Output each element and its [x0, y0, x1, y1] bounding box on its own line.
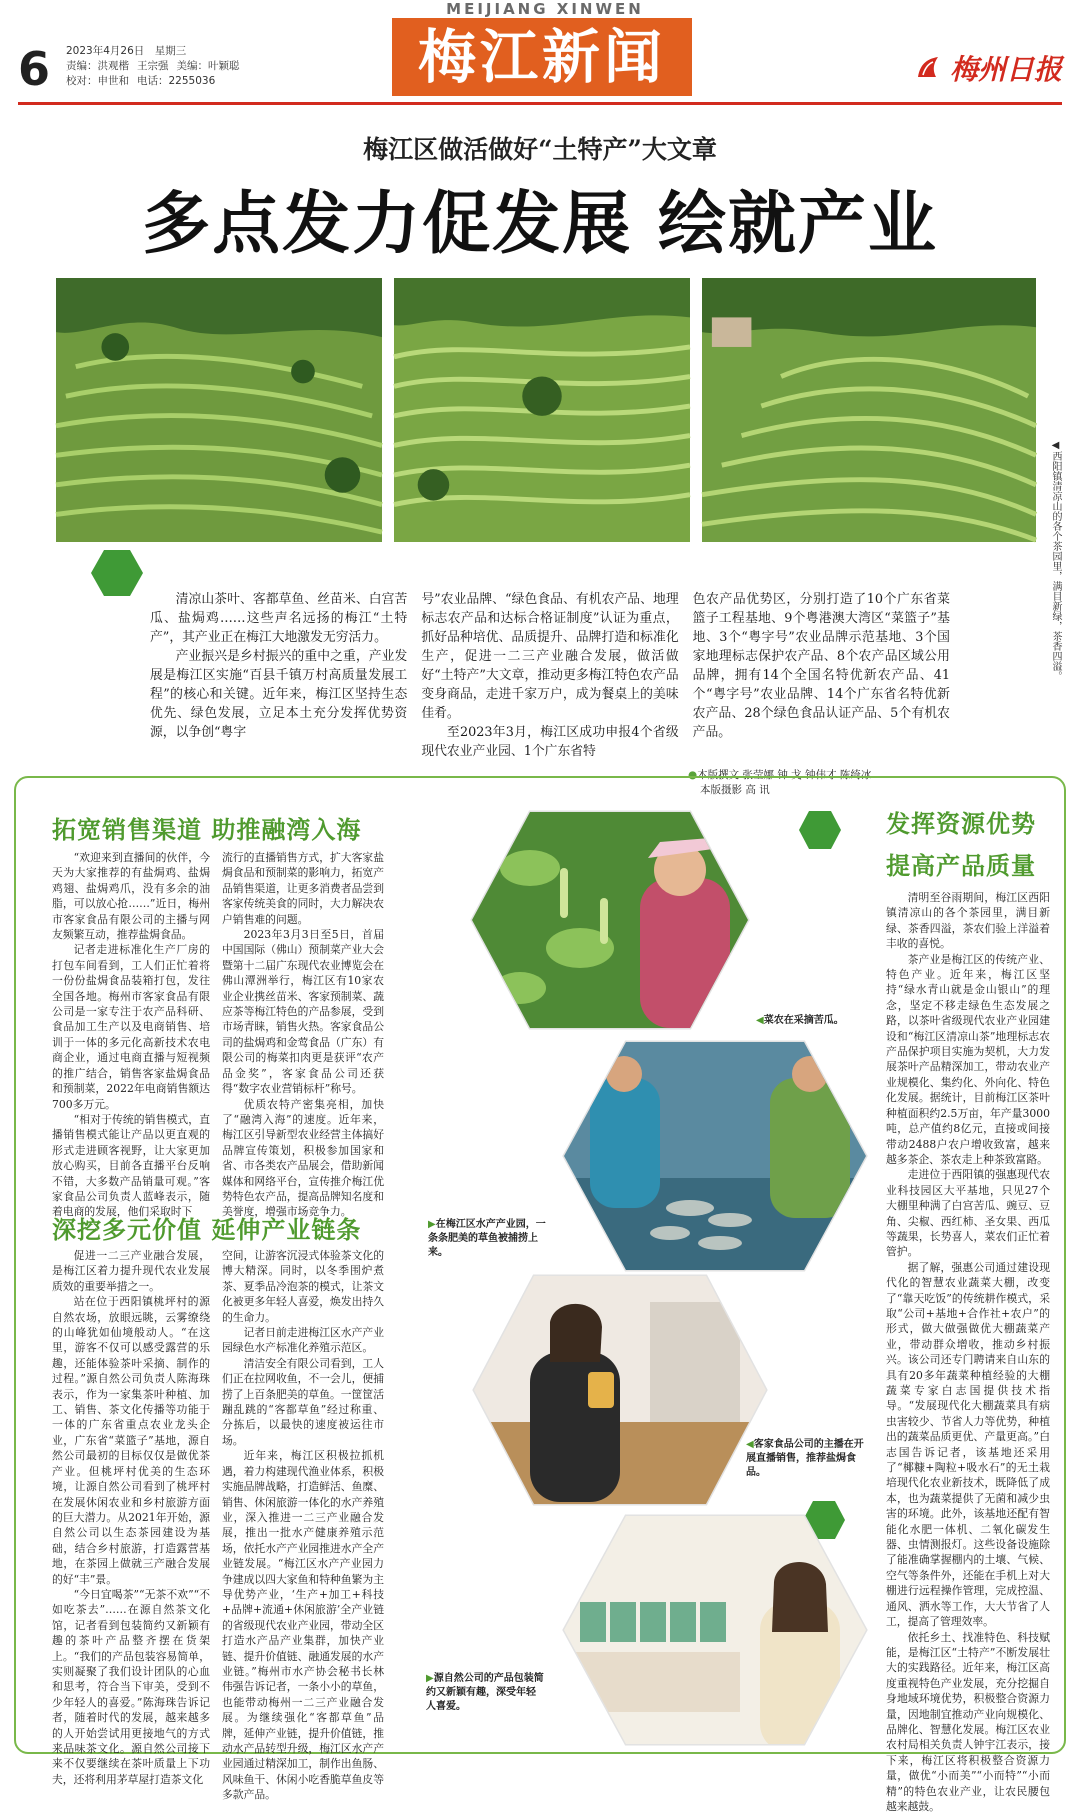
paragraph: “相对于传统的销售模式，直播销售模式能让产品以更直观的形式走进顾客视野，让大家更加放心购买，目前各直播平台反响不错，大多数产品销量可观。”客家食品公司负责人蓝峰表示，随着电商的发展，他们采取时下 — [52, 1112, 210, 1220]
paragraph: 产业振兴是乡村振兴的重中之重，产业发展是梅江区实施“百县千镇万村高质量发展工程”的核心和关键。近年来，梅江区坚持生态优先、绿色发展，立足本土充分发挥优势资源，以争创“粤字 — [150, 647, 407, 742]
date-line: 2023年4月26日 星期三 — [66, 44, 240, 59]
proof-line — [66, 74, 240, 89]
paper-logo-text: 梅州日报 — [950, 48, 1062, 88]
caption-arrow-icon: ▶ — [426, 1673, 434, 1684]
caption-text: 源自然公司的产品包装简约又新颖有趣，深受年轻人喜爱。 — [426, 1673, 544, 1712]
paragraph: 记者走进标准化生产厂房的打包车间看到，工人们正忙着将一份份盐焗食品装箱打包，发往全国各地。梅州市客家食品有限公司是一家专注于农产品科研、食品加工生产以及电商销售、培训于一体的多元化高新技术农电商企业，通过电商直播与短视频的推广结合，销售客家盐焗食品和预制菜，2022年电商销售额达700多万元。 — [52, 942, 210, 1111]
paragraph: 至2023年3月，梅江区成功申报4个省级现代农业产业园、1个广东省特 — [421, 723, 678, 761]
section-sales-col-1 — [52, 850, 210, 1220]
paragraph: 近年来，梅江区积极拉抓机遇，着力构建现代渔业体系，积极实施品牌战略，打造鲜活、鱼糜、销售、休闲旅游一体化的水产养殖业，深入推进一二三产业融合发展，推出一批水产健康养殖示范场，依托水产产业园推进水产全产业链发展。“梅江区水产产业园力争建成以四大家鱼和特种鱼繁为主导优势产业，‘生产+加工+科技+品牌+流通+休闲旅游’全产业链的省级现代农业产业园，带动全区打造水产品产业集群，加快产业链、提升价值链、融通发展的水产业链。”梅州市水产协会秘书长林伟强告诉记者，一条小小的草鱼，也能带动梅州一二三产业融合发展。为继续强化“客都草鱼”品牌，延伸产业链，提升价值链，推动水产品转型升级，梅江区水产产业园通过精深加工，制作出鱼肠、风味鱼干、休闲小吃香脆草鱼皮等多款产品。 — [222, 1448, 384, 1802]
hexagon-deco-icon — [90, 548, 144, 598]
caption-text: 在梅江区水产产业园，一条条肥美的草鱼被捕捞上来。 — [428, 1219, 546, 1258]
proofreader: 校对：申世和 — [66, 75, 129, 87]
headline: 多点发力促发展 绘就产业 — [0, 170, 1080, 364]
section-title-value-chain: 深挖多元价值 延伸产业链条 — [52, 1210, 361, 1245]
masthead-rule — [18, 102, 1062, 105]
intro-col-1 — [150, 590, 407, 761]
photo-tea-packaging — [560, 1512, 870, 1748]
intro-text — [150, 590, 950, 761]
paragraph: 清凉山茶叶、客都草鱼、丝苗米、白宫苦瓜、盐焗鸡……这些声名远扬的梅江“土特产”，其产业正在梅江大地激发无穷活力。 — [150, 590, 407, 647]
caption-arrow-icon: ▶ — [428, 1219, 436, 1230]
hexagon-deco-icon — [798, 810, 842, 850]
hero-photo-tea-terraces-3 — [700, 276, 1038, 544]
issue-meta — [66, 44, 240, 89]
art-editor: 美编：叶颖聪 — [177, 60, 240, 72]
paragraph: 站在位于西阳镇桃坪村的源自然农场，放眼远眺，云雾缭绕的山峰犹如仙境般动人。“在这里，游客不仅可以感受露营的乐趣，还能体验茶叶采摘、制作的过程。”源自然公司负责人陈海珠表示，作为一家集茶叶种植、加工、销售、茶文化传播等功能于一体的广东省重点农业龙头企业，广东省“菜篮子”基地，源自然公司最初的目标仅仅是做优茶产业。但桃坪村优美的生态环境，让源自然公司看到了桃坪村在发展休闲农业和乡村旅游方面的巨大潜力。从2021年开始，源自然公司以生态茶园建设为基础，结合乡村旅游，打造露营基地，在茶园上做就三产融合发展的好“丰”景。 — [52, 1294, 210, 1587]
intro-col-2 — [421, 590, 678, 761]
paragraph: “欢迎来到直播间的伙伴，今天为大家推荐的有盐焗鸡、盐焗鸡翅、盐焗鸡爪，没有多余的油脂，可以放心抢……”近日，梅州市客家食品有限公司的主播与网友频繁互动，推荐盐焗食品。 — [52, 850, 210, 942]
paragraph: 空间，让游客沉浸式体验茶文化的博大精深。同时，以冬季围炉煮茶、夏季品冷泡茶的模式，让茶文化被更多年轻人喜爱，焕发出持久的生命力。 — [222, 1248, 384, 1325]
hero-photo-tea-terraces-2 — [392, 276, 692, 544]
section-sales-col-2 — [222, 850, 384, 1220]
brand-title: 梅江新闻 — [392, 18, 692, 96]
paragraph: 茶产业是梅江区的传统产业、特色产业。近年来，梅江区坚持“绿水青山就是金山银山”的理念，坚定不移走绿色生态发展之路，以茶叶省级现代农业产业园建设和“梅江区清凉山茶”地理标志农产品保护项目实施为契机，大力发展茶叶产品精深加工，带动农业产业规模化、集约化、外向化、特色化发展。据统计，目前梅江区茶叶种植面积约2.5万亩，年产量3000吨，总产值约8亿元，直接或间接带动2488户农户增收致富，越来越多茶企、茶农走上种茶致富路。 — [886, 952, 1050, 1168]
caption-arrow-icon: ◀ — [746, 1439, 754, 1450]
brand-pinyin: MEIJIANG XINWEN — [400, 0, 690, 18]
photo-livestream-sales — [470, 1272, 770, 1508]
paragraph: 清明至谷雨期间，梅江区西阳镇清凉山的各个茶园里，满目新绿、茶香四溢，茶农们验上洋溢着丰收的喜悦。 — [886, 890, 1050, 952]
paragraph: 2023年3月3日至5日，首届中国国际（佛山）预制菜产业大会暨第十二届广东现代农业博览会在佛山潭洲举行，梅江区有10家农业企业携丝苗米、客家预制菜、蔬应茶等梅江特色的产品参展，受到市场青睐，销售火热。客家食品公司的盐焗鸡和金莺食品（广东）有限公司的梅菜扣肉更是获评“农产品金奖”，客家食品公司还获得“数字农业营销标杆”称号。 — [222, 927, 384, 1096]
paragraph: 走进位于西阳镇的强惠现代农业科技园区大平基地，只见27个大棚里种满了白宫苦瓜、豌豆、豆角、尖椒、西红柿、圣女果、西瓜等蔬果，长势喜人，菜农们正忙着管护。 — [886, 1167, 1050, 1259]
page-number: 6 — [18, 42, 50, 96]
section-title-resources: 发挥资源优势 — [886, 804, 1036, 839]
hero-photo-tea-terraces-1 — [54, 276, 384, 544]
paragraph: 优质农特产密集亮相，加快了“融湾入海”的速度。近年来，梅江区引导新型农业经营主体搞好品牌宣传策划，积极参加国家和省、市各类农产品展会，借助新闻媒体和网络平台，宣传推介梅江优势特色农产品，提高品牌知名度和美誉度，增强市场竞争力。 — [222, 1097, 384, 1220]
caption-text: 菜农在采摘苦瓜。 — [764, 1015, 844, 1026]
paragraph: 据了解，强惠公司通过建设现代化的智慧农业蔬菜大棚，改变了“靠天吃饭”的传统耕作模式，采取“公司+基地+合作社+农户”的形式，做大做强做优大棚蔬菜产业，带动群众增收，推动乡村振兴。该公司还专门聘请来自山东的具有20多年蔬菜种植经验的大棚蔬菜专家白志国提供技术指导。“发展现代化大棚蔬菜具有病虫害较少、节省人力等优势，种植出的蔬菜品质更优、产量更高。”白志国告诉记者，该基地还采用了“椰糠+陶粒+吸水石”的无土栽培现代化农业新技术，既降低了成本，也为蔬菜提供了无菌和减少虫害的环境。此外，该基地还配有智能化水肥一体机、二氧化碳发生器、虫情测报灯。这些设备设施除了能准确掌握棚内的土壤、气候、空气等条件外，还能在手机上对大棚进行远程操作管理，完成控温、通风、洒水等工作，大大节省了人工，提高了管理效率。 — [886, 1260, 1050, 1630]
byline: ●本版撰文 张莹娜 钟 戈 钟伟才 陈绮冰 本版摄影 高 讯 — [688, 768, 871, 798]
paragraph: “今日宜喝茶”“无茶不欢”“不如吃茶去”……在源自然茶文化馆，记者看到包装简约又新颖有趣的茶叶产品整齐摆在货架上。“我们的产品包装容易简单，实则凝聚了我们设计团队的心血和思考，符合当下审美，受到不少年轻人的喜爱。”陈海珠告诉记者，随着时代的发展，越来越多的人开始尝试用更接地气的方式来品味茶文化。源自然公司接下来不仅要继续在茶叶质量上下功夫，还将利用茅草屋打造茶文化 — [52, 1587, 210, 1787]
paper-logo-mark-icon — [914, 53, 944, 83]
paragraph: 促进一二三产业融合发展，是梅江区着力提升现代农业发展质效的重要举措之一。 — [52, 1248, 210, 1294]
photo-bitter-melon-harvest — [470, 808, 750, 1032]
section-resources-col — [886, 890, 1050, 1814]
paragraph: 依托乡土、找准特色、科技赋能，是梅江区“土特产”不断发展壮大的实践路径。近年来，梅江区高度重视特色产业发展，充分挖掘自身地域环境优势，积极整合资源力量，因地制宜推动产业向规模化、品牌化、智慧化发展。梅江区农业农村局相关负责人钟宇江表示，接下来，梅江区将积极整合资源力量，做优“小而美”“小而特”“小而精”的特色农业产业，让农民腰包越来越鼓。 — [886, 1630, 1050, 1814]
paper-logo — [914, 48, 1062, 88]
caption-bitter-melon — [756, 1014, 866, 1028]
section-title-quality: 提高产品质量 — [886, 846, 1036, 881]
photographer: 本版摄影 高 讯 — [688, 783, 871, 798]
section-value-col-2 — [222, 1248, 384, 1803]
caption-text: 客家食品公司的主播在开展直播销售，推荐盐焗食品。 — [746, 1439, 864, 1478]
paragraph: 色农产品优势区，分别打造了10个广东省菜篮子工程基地、9个粤港澳大湾区“菜篮子”基地、3个“粤字号”农业品牌示范基地、3个国家地理标志保护农产品、8个农产品区域公用品牌，拥有14个全国名特优新农产品、41个“粤字号”农业品牌、14个广东省名特优新农产品、28个绿色食品认证产品、5个有机农产品。 — [693, 590, 950, 742]
writers: 本版撰文 张莹娜 钟 戈 钟伟才 陈绮冰 — [697, 769, 871, 781]
subhead: 梅江区做活做好“土特产”大文章 — [0, 130, 1080, 166]
caption-livestream — [746, 1438, 868, 1480]
editor-name: 责编：洪观楷 — [66, 60, 129, 72]
editor-name-2: 王宗强 — [137, 60, 169, 72]
photo-fish-harvest — [560, 1038, 870, 1274]
section-value-col-1 — [52, 1248, 210, 1787]
paragraph: 记者日前走进梅江区水产产业园绿色水产标准化养殖示范区。 — [222, 1325, 384, 1356]
editor-line — [66, 59, 240, 74]
caption-tea-packaging — [426, 1672, 544, 1714]
caption-fish-harvest — [428, 1218, 550, 1260]
paragraph: 号”农业品牌、“绿色食品、有机农产品、地理标志农产品和达标合格证制度”认证为重点，抓好品种培优、品质提升、品牌打造和标准化生产，促进一二三产业融合发展，做活做好“土特产”大文章，推动更多梅江特色农产品变身商品，走进千家万户，成为餐桌上的美味佳肴。 — [421, 590, 678, 723]
masthead — [0, 0, 1080, 100]
hero-caption: ◀西阳镇清凉山的各个茶园里，满目新绿，茶香四溢。 — [1040, 440, 1062, 681]
intro-col-3 — [693, 590, 950, 761]
paragraph: 清洁安全有限公司看到，工人们正在拉网收鱼，不一会儿，便捕捞了上百条肥美的草鱼。一筐筐活蹦乱跳的“客都草鱼”经过称重、分拣后，以最快的速度被运往市场。 — [222, 1356, 384, 1448]
caption-arrow-icon: ◀ — [756, 1015, 764, 1026]
paragraph: 流行的直播销售方式，扩大客家盐焗食品和预制菜的影响力，拓宽产品销售渠道，让更多消费者品尝到客家传统美食的同时，大力解决农户销售难的问题。 — [222, 850, 384, 927]
phone: 电话：2255036 — [137, 75, 215, 87]
section-title-sales: 拓宽销售渠道 助推融湾入海 — [52, 810, 361, 845]
